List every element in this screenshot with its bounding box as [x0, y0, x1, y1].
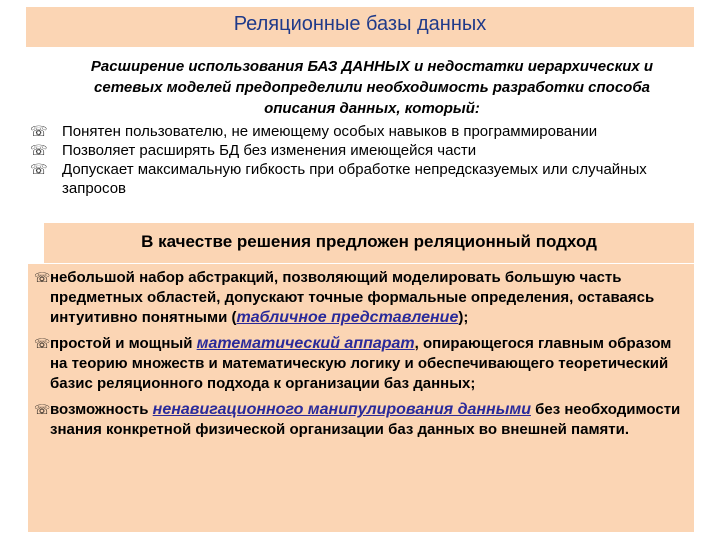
phone-icon: ☏	[30, 161, 48, 177]
point-text: простой и мощный	[50, 335, 197, 352]
non-navigational-link[interactable]: ненавигационного манипулирования данными	[152, 401, 531, 418]
list-item	[30, 141, 694, 160]
title-bar	[26, 7, 694, 47]
phone-icon: ☏	[34, 336, 51, 351]
phone-icon: ☏	[30, 123, 48, 139]
point-text: небольшой набор абстракций, позволяющий моделировать большую часть предметных областей, допускают точные формальные определения, оставаясь интуитивно понятными (	[50, 269, 655, 326]
list-item	[34, 334, 684, 394]
solution-heading: В качестве решения предложен реляционный подход	[141, 232, 597, 251]
list-item	[30, 122, 694, 141]
intro-text: Расширение использования БАЗ ДАННЫХ и недостатки иерархических и сетевых моделей предопределили необходимость разработки способа описания данных, который:	[90, 58, 654, 117]
list-item	[30, 160, 694, 198]
slide-title: Реляционные базы данных	[233, 13, 487, 35]
list-item	[34, 268, 684, 328]
table-representation-link[interactable]: табличное представление	[236, 309, 459, 326]
point-text: без необходимости знания конкретной физической организации баз данных во внешней памяти.	[50, 401, 681, 438]
solution-bar	[44, 223, 694, 263]
list-item-text: Позволяет расширять БД без изменения имеющейся части	[62, 142, 477, 159]
list-item	[34, 400, 684, 440]
requirements-list	[30, 122, 694, 198]
point-text: , опирающегося главным образом на теорию множеств и математическую логику и обеспечивающего теоретический базис реляционного подхода к организации баз данных;	[50, 335, 672, 392]
point-text: );	[458, 309, 469, 326]
list-item-text: Понятен пользователю, не имеющему особых навыков в программировании	[62, 123, 598, 140]
phone-icon: ☏	[34, 402, 51, 417]
advantages-panel	[28, 264, 694, 532]
phone-icon: ☏	[34, 270, 51, 285]
phone-icon: ☏	[30, 142, 48, 158]
advantages-list	[34, 268, 684, 446]
point-text: возможность	[50, 401, 153, 418]
list-item-text: Допускает максимальную гибкость при обработке непредсказуемых или случайных запросов	[62, 161, 647, 197]
math-apparatus-link[interactable]: математический аппарат	[196, 335, 415, 352]
